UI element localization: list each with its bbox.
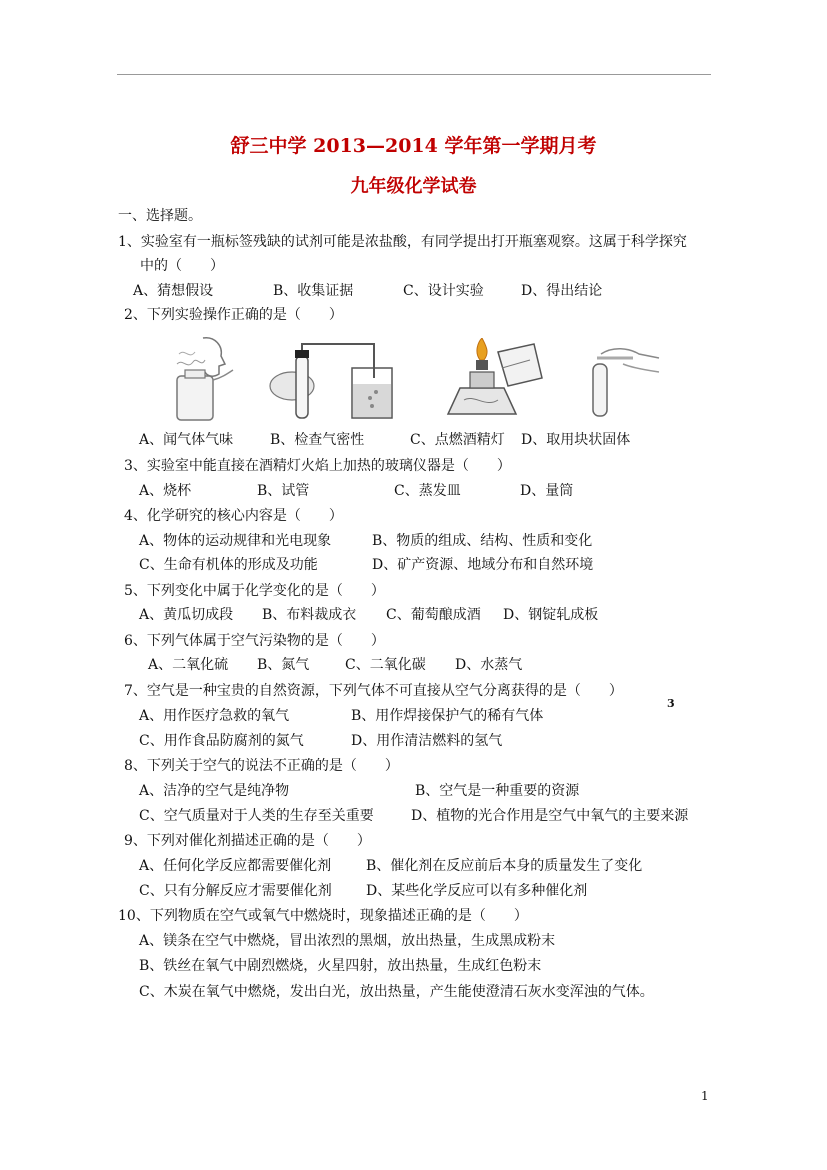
- q6-option-c: C、二氧化碳: [345, 657, 426, 673]
- exam-subtitle: 九年级化学试卷: [350, 176, 477, 197]
- q1-stem-cont: 中的（ ）: [140, 258, 224, 274]
- q8-option-d: D、植物的光合作用是空气中氧气的主要来源: [411, 808, 689, 824]
- q4-option-c: C、生命有机体的形成及功能: [139, 557, 318, 573]
- q4-option-b: B、物质的组成、结构、性质和变化: [372, 533, 593, 549]
- q5-option-b: B、布料裁成衣: [262, 607, 357, 623]
- q5-option-a: A、黄瓜切成段: [139, 607, 234, 623]
- q9-option-b: B、催化剂在反应前后本身的质量发生了变化: [366, 858, 643, 874]
- smell-gas-figure: [163, 334, 241, 424]
- q1-option-a: A、猜想假设: [133, 283, 214, 299]
- q2-stem: 2、下列实验操作正确的是（ ）: [124, 307, 343, 323]
- q4-option-a: A、物体的运动规律和光电现象: [139, 533, 332, 549]
- page-number: 1: [701, 1089, 709, 1103]
- q9-stem: 9、下列对催化剂描述正确的是（ ）: [124, 833, 371, 849]
- section-heading: 一、选择题。: [118, 208, 202, 224]
- q1-option-d: D、得出结论: [521, 283, 603, 299]
- q5-stem: 5、下列变化中属于化学变化的是（ ）: [124, 583, 385, 599]
- q7-option-d: D、用作清洁燃料的氢气: [351, 733, 503, 749]
- q3-option-b: B、试管: [257, 483, 310, 499]
- airtightness-figure: [266, 338, 396, 424]
- q6-stem: 6、下列气体属于空气污染物的是（ ）: [124, 633, 385, 649]
- q3-stem: 3、实验室中能直接在酒精灯火焰上加热的玻璃仪器是（ ）: [124, 458, 511, 474]
- stray-mark: 3: [667, 697, 675, 710]
- q9-option-c: C、只有分解反应才需要催化剂: [139, 883, 332, 899]
- q6-option-a: A、二氧化硫: [148, 657, 229, 673]
- q7-option-c: C、用作食品防腐剂的氮气: [139, 733, 304, 749]
- q4-stem: 4、化学研究的核心内容是（ ）: [124, 508, 343, 524]
- q2-option-a: A、闻气体气味: [139, 432, 234, 448]
- q9-option-d: D、某些化学反应可以有多种催化剂: [366, 883, 588, 899]
- q7-option-a: A、用作医疗急救的氧气: [139, 708, 290, 724]
- q1-option-b: B、收集证据: [273, 283, 354, 299]
- q8-option-c: C、空气质量对于人类的生存至关重要: [139, 808, 374, 824]
- q7-stem: 7、空气是一种宝贵的自然资源，下列气体不可直接从空气分离获得的是（ ）: [124, 683, 623, 699]
- q6-option-d: D、水蒸气: [455, 657, 523, 673]
- q2-option-d: D、取用块状固体: [521, 432, 631, 448]
- q9-option-a: A、任何化学反应都需要催化剂: [139, 858, 332, 874]
- q8-option-a: A、洁净的空气是纯净物: [139, 783, 290, 799]
- q6-option-b: B、氮气: [257, 657, 310, 673]
- q5-option-c: C、葡萄酿成酒: [386, 607, 481, 623]
- q10-option-b: B、铁丝在氧气中剧烈燃烧，火星四射，放出热量，生成红色粉末: [139, 958, 542, 974]
- alcohol-lamp-figure: [440, 338, 544, 424]
- q5-option-d: D、钢锭轧成板: [503, 607, 599, 623]
- q3-option-a: A、烧杯: [139, 483, 192, 499]
- header-rule: [117, 74, 711, 75]
- q8-option-b: B、空气是一种重要的资源: [415, 783, 580, 799]
- exam-title: 舒三中学 2013—2014 学年第一学期月考: [230, 135, 597, 157]
- q1-option-c: C、设计实验: [403, 283, 484, 299]
- q8-stem: 8、下列关于空气的说法不正确的是（ ）: [124, 758, 399, 774]
- q10-option-a: A、镁条在空气中燃烧，冒出浓烈的黑烟，放出热量，生成黑成粉末: [139, 933, 556, 949]
- q10-stem: 10、下列物质在空气或氧气中燃烧时，现象描述正确的是（ ）: [118, 908, 528, 924]
- q1-stem: 1、实验室有一瓶标签残缺的试剂可能是浓盐酸，有同学提出打开瓶塞观察。这属于科学探究: [118, 234, 687, 250]
- q3-option-d: D、量筒: [520, 483, 574, 499]
- q2-option-b: B、检查气密性: [270, 432, 365, 448]
- q10-option-c: C、木炭在氧气中燃烧，发出白光，放出热量，产生能使澄清石灰水变浑浊的气体。: [139, 984, 654, 1000]
- q2-option-c: C、点燃酒精灯: [410, 432, 505, 448]
- solid-reagent-figure: [583, 344, 663, 418]
- q4-option-d: D、矿产资源、地域分布和自然环境: [372, 557, 594, 573]
- q3-option-c: C、蒸发皿: [394, 483, 461, 499]
- q7-option-b: B、用作焊接保护气的稀有气体: [351, 708, 544, 724]
